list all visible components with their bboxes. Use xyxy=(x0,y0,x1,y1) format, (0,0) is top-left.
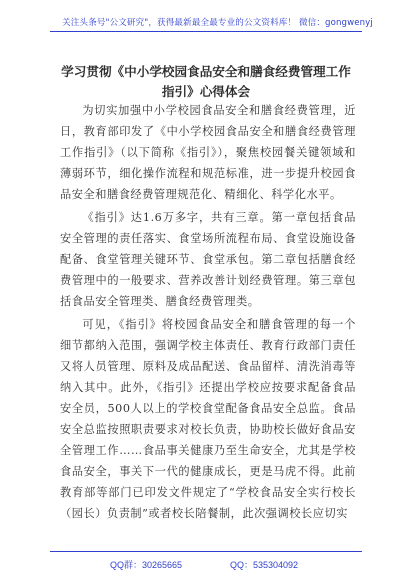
body-paragraph: 《指引》达1.6万多字，共有三章。第一章包括食品安全管理的责任落实、食堂场所流程布局、食堂设施设备配备、食堂管理关键环节、食堂承包。第二章包括膳食经费管理中的一般要求、营养改善计划经费管理。第三章包括食品安全管理类、膳食经费管理类。 xyxy=(60,211,356,308)
header-divider xyxy=(50,31,362,32)
footer-qq-group: QQ群：30265665 xyxy=(109,560,182,570)
footer-qq-number: QQ：535304092 xyxy=(229,560,299,570)
body-paragraph: 可见，《指引》将校园食品安全和膳食管理的每一个细节都纳入范围，强调学校主体责任、教育行政部门责任又将人员管理、原料及成品配送、食品留样、清洗消毒等纳入其中。此外，《指引》还提出学校应按要求配备食品安全员，500人以上的学校食堂配备食品安全总监。食品安全总监按照职责要求对校长负责，协助校长做好食品安全管理工作……食品事关健康乃至生命安全，尤其是学校食品安全，事关下一代的健康成长，更是马虎不得。此前教育部等部门已印发文件规定了“学校食品安全实行校长（园长）负责制”或者校长陪餐制，此次强调校长应切实 xyxy=(60,318,356,520)
footer-contact xyxy=(0,558,408,571)
document-title: 学习贯彻《中小学校园食品安全和膳食经费管理工作指引》心得体会 xyxy=(61,64,351,99)
document-body xyxy=(60,100,356,526)
body-paragraph: 为切实加强中小学校园食品安全和膳食经费管理，近日，教育部印发了《中小学校园食品安全和膳食经费管理工作指引》（以下简称《指引》），聚焦校园餐关键领域和薄弱环节，细化操作流程和规范标准，进一步提升校园食品安全和膳食经费管理规范化、精细化、科学化水平。 xyxy=(60,104,356,201)
footer-divider xyxy=(50,551,362,552)
header-banner: 关注头条号"公文研究"，获得最新最全最专业的公文资料库！ 微信：gongwenyj xyxy=(62,18,373,28)
